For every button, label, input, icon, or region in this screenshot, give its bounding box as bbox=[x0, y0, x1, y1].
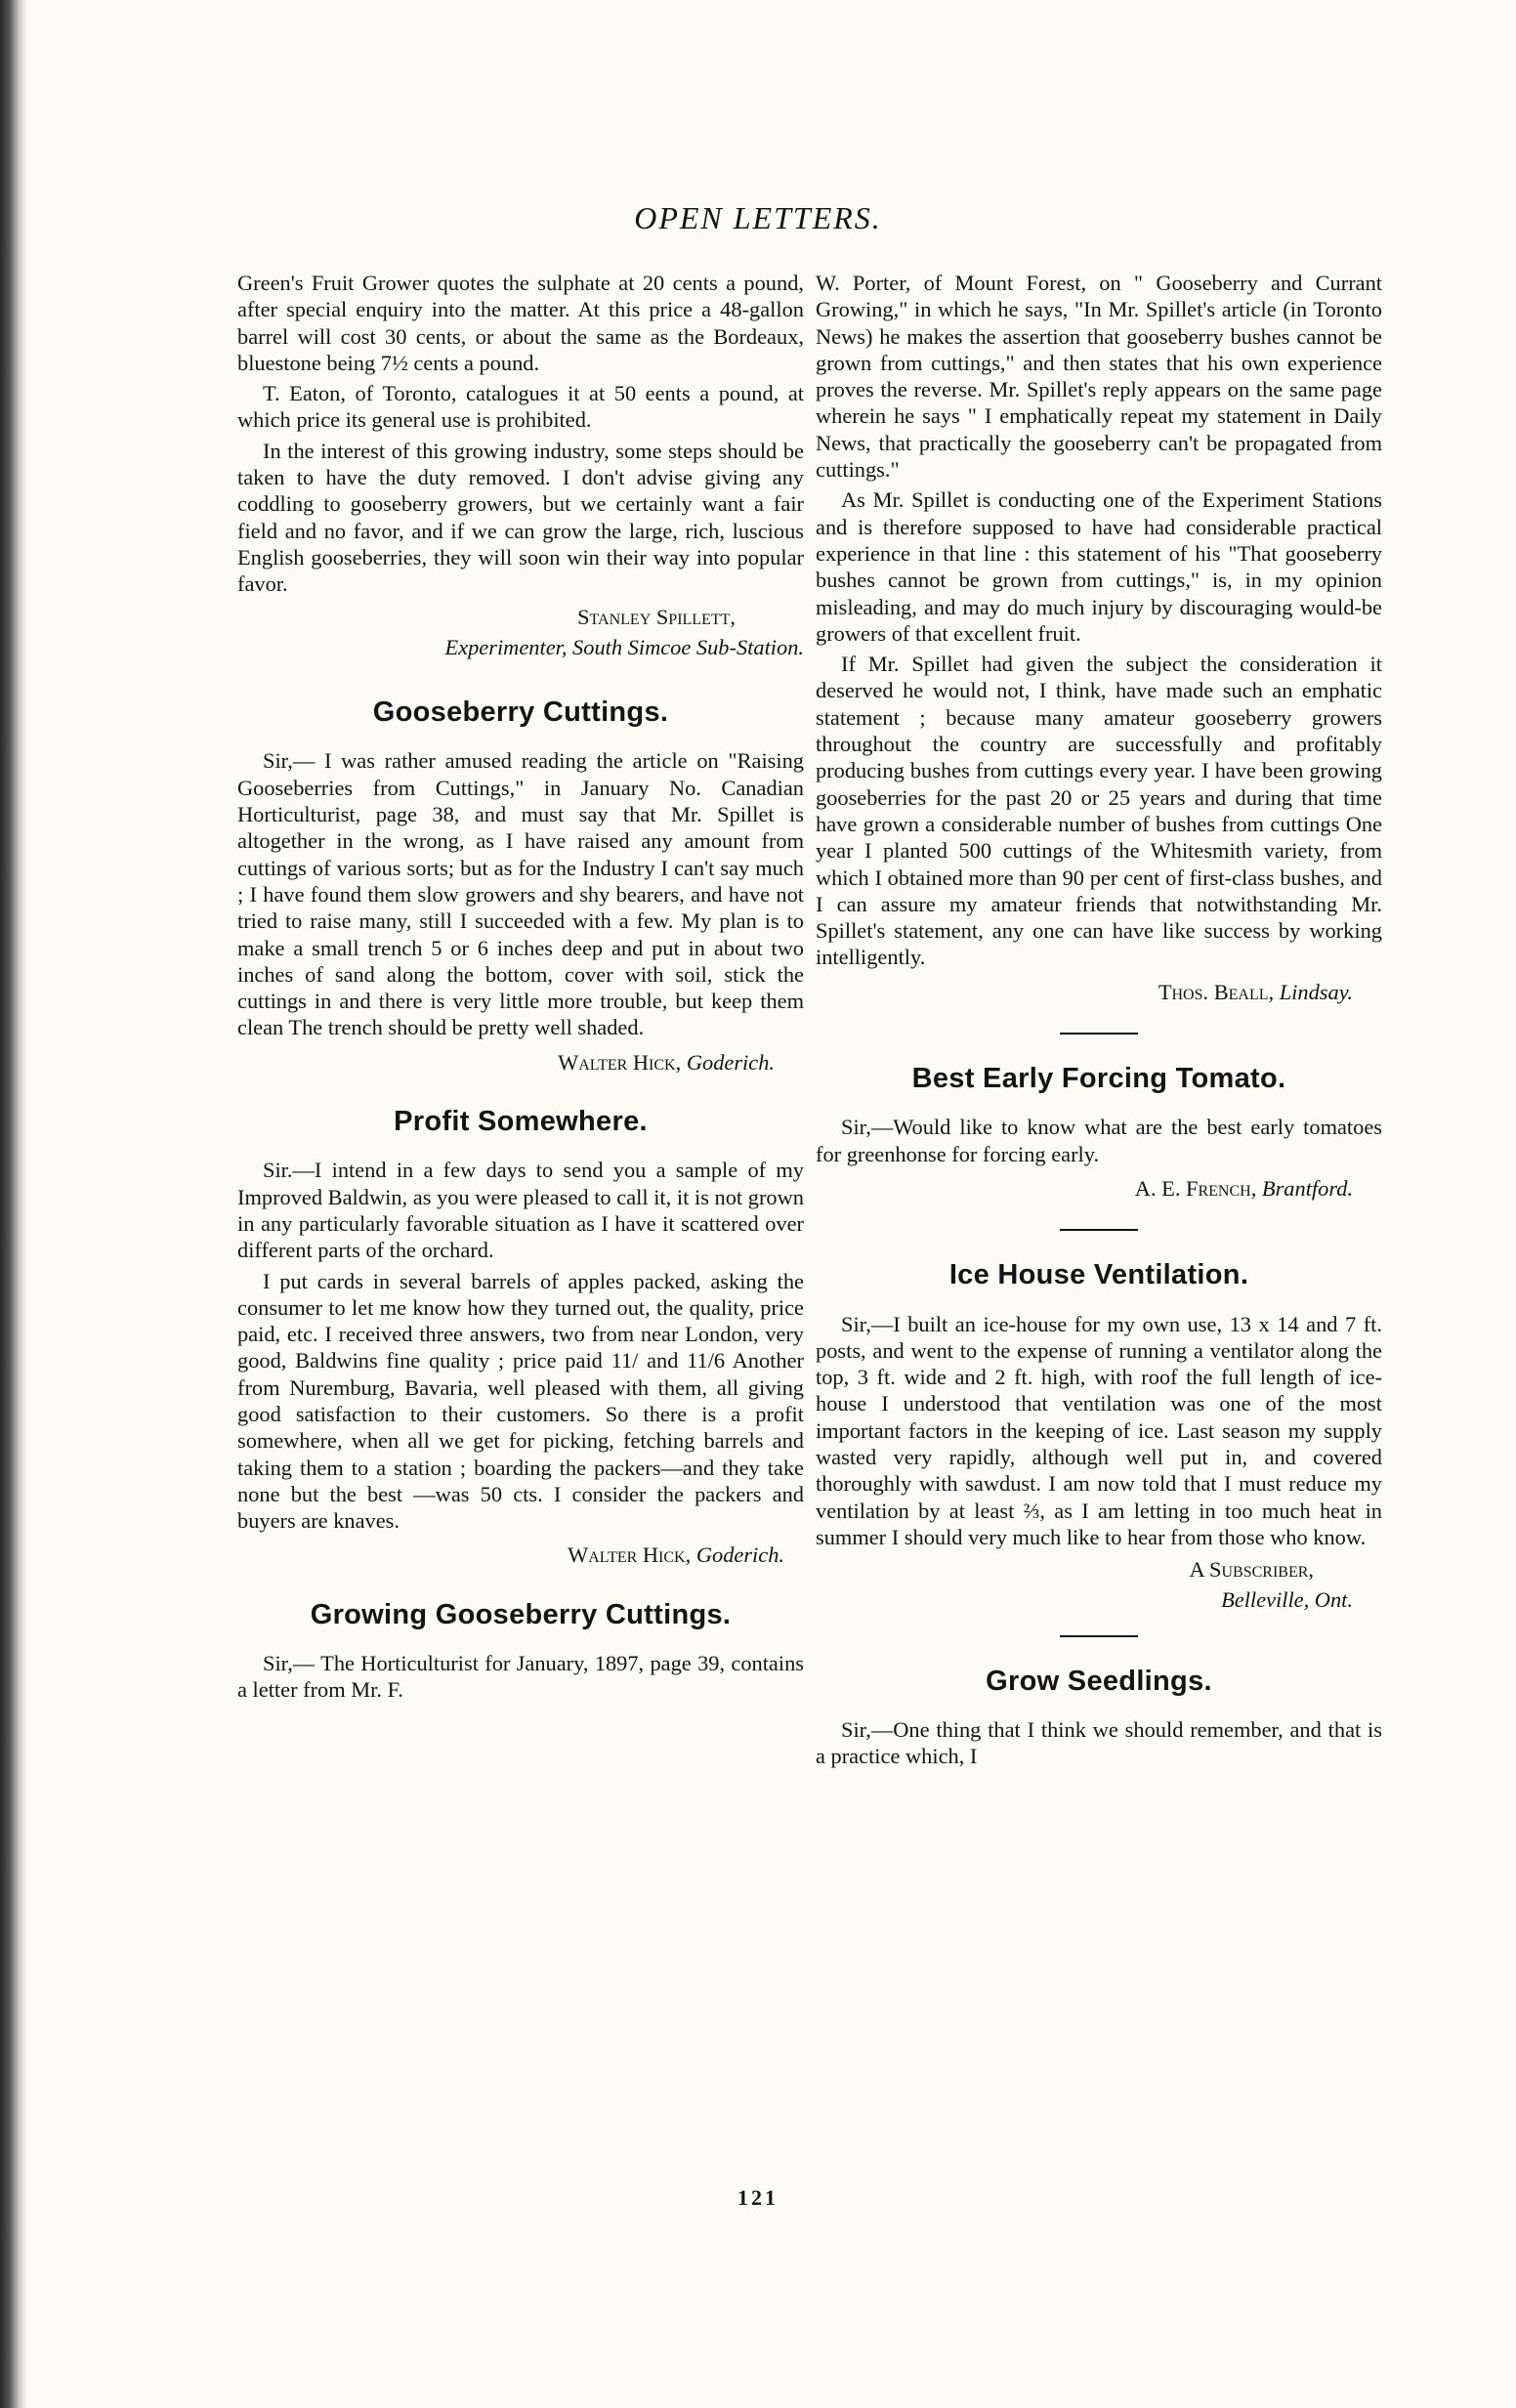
intro-paragraph-2: T. Eaton, of Toronto, catalogues it at 50 eents a pound, at which price its general use is prohibited. bbox=[237, 381, 804, 433]
binding-shadow bbox=[0, 0, 27, 2408]
heading-grow-seedlings: Grow Seedlings. bbox=[986, 1665, 1212, 1697]
signature-hick-2 bbox=[237, 1542, 804, 1568]
signature-hick-2-place: Goderich. bbox=[695, 1542, 784, 1568]
right-column bbox=[816, 270, 1382, 1770]
divider-rule-1 bbox=[1060, 1033, 1138, 1035]
left-column bbox=[237, 270, 804, 1704]
growing-paragraph: Sir,— The Horticulturist for January, 1897, page 39, contains a letter from Mr. F. bbox=[237, 1651, 804, 1703]
tomato-paragraph: Sir,—Would like to know what are the best early tomatoes for greenhonse for forcing early. bbox=[816, 1115, 1382, 1166]
heading-best-early-forcing-tomato: Best Early Forcing Tomato. bbox=[911, 1063, 1286, 1095]
signature-french-place: Brantford. bbox=[1261, 1175, 1353, 1201]
signature-spillett-title: Experimenter, South Simcoe Sub-Station. bbox=[444, 634, 804, 659]
signature-french-name: A. E. French, bbox=[1134, 1175, 1257, 1201]
cuttings-paragraph: Sir,— I was rather amused reading the article on "Raising Gooseberries from Cuttings," in January No. Canadian Horticulturist, page 38, and must say that Mr. Spillet is altogether in the wrong, as I have raised any amount from cuttings of various sorts; but as for the Industry I can't say much ; I have found them slow growers and shy bearers, and have not tried to raise many, still I succeeded with a few. My plan is to make a small trench 5 or 6 inches deep and put in about two inches of sand along the bottom, cover with soil, stick the cuttings in and there is very little more trouble, but keep them clean The trench should be pretty well shaded. bbox=[237, 748, 804, 1040]
signature-french bbox=[816, 1175, 1382, 1202]
heading-growing-gooseberry-cuttings: Growing Gooseberry Cuttings. bbox=[310, 1598, 732, 1630]
signature-hick-1-name: Walter Hick, bbox=[558, 1049, 682, 1075]
intro-paragraph-3: In the interest of this growing industry, some steps should be taken to have the duty removed. I don't advise giving any coddling to gooseberry growers, but we certainly want a fair field and no favor, and if we can grow the large, rich, luscious English gooseberries, they will soon win their way into popular favor. bbox=[237, 438, 804, 597]
signature-hick-2-name: Walter Hick, bbox=[568, 1542, 692, 1568]
continued-paragraph-3: If Mr. Spillet had given the subject the consideration it deserved he would not, I think, have made such an emphatic statement ; because many amateur gooseberry growers throughout the country are successfully and profitably producing bushes from cuttings every year. I have been growing gooseberries for the past 20 or 25 years and during that time have grown a considerable number of bushes from cuttings One year I planted 500 cuttings of the Whitesmith variety, from which I obtained more than 90 per cent of first-class bushes, and I can assure my amateur friends that notwithstanding Mr. Spillet's statement, any one can have like success by working intelligently. bbox=[816, 652, 1382, 970]
signature-hick-1-place: Goderich. bbox=[686, 1049, 775, 1075]
signature-subscriber-name: A Subscriber, bbox=[1189, 1557, 1314, 1583]
continued-paragraph-2: As Mr. Spillet is conducting one of the Experiment Stations and is therefore supposed to have had considerable practical experience in that line : this statement of his "That gooseberry bushes cannot be grown from cuttings," is, in my opinion misleading, and may do much injury by discouraging would-be growers of that excellent fruit. bbox=[816, 487, 1382, 646]
divider-rule-3 bbox=[1060, 1635, 1138, 1637]
continued-paragraph-1: W. Porter, of Mount Forest, on " Gooseberry and Currant Growing," in which he says, "In Mr. Spillet's article (in Toronto News) he makes the assertion that gooseberry bushes cannot be grown from cuttings," and then states that his own experience proves the reverse. Mr. Spillet's reply appears on the same page wherein he says " I emphatically repeat my statement in Daily News, that practically the gooseberry can't be propagated from cuttings." bbox=[816, 271, 1382, 483]
intro-paragraph-1: Green's Fruit Grower quotes the sulphate at 20 cents a pound, after special enquiry into the matter. At this price a 48-gallon barrel will cost 30 cents, or about the same as the Bordeaux, bluestone being 7½ cents a pound. bbox=[237, 271, 804, 375]
signature-beall bbox=[816, 979, 1382, 1005]
signature-spillett-name: Stanley Spillett, bbox=[577, 604, 736, 629]
divider-rule-2 bbox=[1060, 1229, 1138, 1231]
ice-paragraph: Sir,—I built an ice-house for my own use, 13 x 14 and 7 ft. posts, and went to the expense of running a ventilator along the top, 3 ft. wide and 2 ft. high, with roof the full length of ice-house I understood that ventilation was one of the most important factors in the keeping of ice. Last season my supply wasted very rapidly, although well put in, and covered thoroughly with sawdust. I am now told that I must reduce my ventilation by at least ⅔, as I am letting in too much heat in summer I should very much like to hear from those who know. bbox=[816, 1311, 1382, 1549]
signature-hick-1 bbox=[237, 1049, 804, 1076]
running-head: OPEN LETTERS. bbox=[634, 200, 882, 235]
profit-paragraph-1: Sir.—I intend in a few days to send you a sample of my Improved Baldwin, as you were pleased to call it, it is not grown in any particularly favorable situation as I have it scattered over different parts of the orchard. bbox=[237, 1158, 804, 1263]
signature-subscriber-place: Belleville, Ont. bbox=[1221, 1587, 1353, 1613]
signature-beall-place: Lindsay. bbox=[1279, 979, 1353, 1004]
heading-gooseberry-cuttings: Gooseberry Cuttings. bbox=[372, 697, 669, 729]
heading-profit-somewhere: Profit Somewhere. bbox=[394, 1106, 648, 1138]
profit-paragraph-2: I put cards in several barrels of apples packed, asking the consumer to let me know how they turned out, the quality, price paid, etc. I received three answers, two from near London, very good, Baldwins fine quality ; price paid 11/ and 11/6 Another from Nuremburg, Bavaria, well pleased with them, all giving good satisfaction to their customers. So there is a profit somewhere, when all we get for picking, fetching barrels and taking them to a station ; boarding the packers—and they take none but the best —was 50 cts. I consider the packers and buyers are knaves. bbox=[237, 1268, 804, 1534]
page-number: 121 bbox=[737, 2185, 779, 2210]
seedlings-paragraph: Sir,—One thing that I think we should remember, and that is a practice which, I bbox=[816, 1717, 1382, 1769]
heading-ice-house-ventilation: Ice House Ventilation. bbox=[948, 1259, 1249, 1291]
signature-beall-name: Thos. Beall, bbox=[1158, 979, 1275, 1004]
